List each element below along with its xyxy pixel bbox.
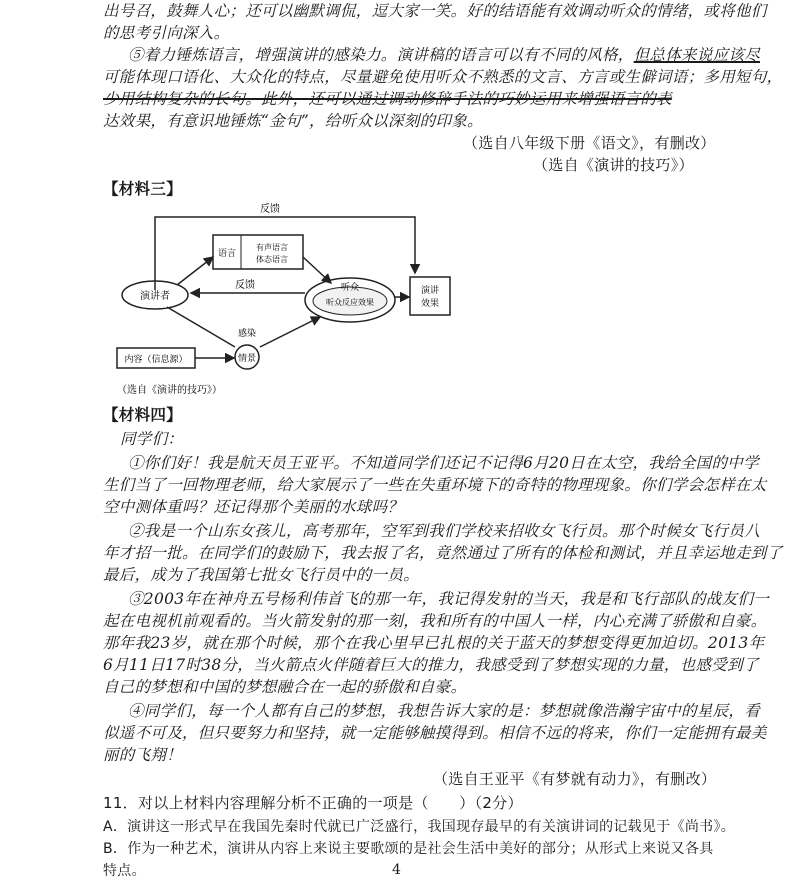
speech-diagram	[95, 195, 465, 400]
question-11-option-b-cont: 特点。	[103, 863, 146, 879]
struck-text: 少用结构复杂的长句。此外，	[103, 90, 309, 108]
text-line: 最后，成为了我国第七批女飞行员中的一员。	[103, 566, 420, 584]
text-line: 6月11日17时38分，当火箭点火伴随着巨大的推力，我感受到了梦想实现的力量，也感受到了	[103, 656, 759, 674]
text-line: 达效果，有意识地锤炼“金句”，给听众以深刻的印象。	[103, 112, 483, 130]
text-line: 自己的梦想和中国的梦想融合在一起的骄傲和自豪。	[103, 678, 467, 696]
top-feedback-label: 反馈	[260, 204, 280, 215]
source-note: （选自《演讲的技巧》）	[533, 156, 694, 174]
effect-label2: 效果	[420, 299, 440, 309]
text-line: 生们当了一回物理老师，给大家展示了一些在失重环境下的奇特的物理现象。你们学会怎样在太	[103, 476, 767, 494]
source-note: （选自八年级下册《语文》，有删改）	[463, 134, 716, 152]
material4-heading: 【材料四】	[103, 405, 183, 424]
text-line: ③2003年在神舟五号杨利伟首飞的那一年，我记得发射的当天，我是和飞行部队的战友们一	[128, 590, 770, 608]
para5-line3	[103, 88, 672, 110]
audience-label: 听众	[340, 283, 360, 293]
text-line: 起在电视机前观看的。当火箭发射的那一刻，我和所有的中国人一样，内心充满了骄傲和自豪。	[103, 612, 767, 630]
source-note: （选自王亚平《有梦就有动力》，有删改）	[433, 770, 717, 788]
para5-text: ⑤着力锤炼语言，增强演讲的感染力。演讲稿的语言可以有不同的风格，	[128, 46, 634, 64]
text-line: 似遥不可及，但只要努力和坚持，就一定能够触摸得到。相信不远的将来，你们一定能拥有最美	[103, 724, 767, 742]
text-line: ④同学们，每一个人都有自己的梦想，我想告诉大家的是：梦想就像浩瀚宇宙中的星辰，看	[128, 702, 761, 720]
struck-text: 还可以通过调动修辞手法的巧妙运用来增强语言的表	[308, 90, 672, 108]
salutation: 同学们：	[120, 430, 184, 448]
para5-underlined: 但总体来说应该尽	[633, 46, 761, 64]
audience-sub: 听众反应效果	[326, 298, 374, 307]
mid-feedback-label: 反馈	[235, 280, 255, 291]
page-number: 4	[392, 862, 401, 878]
language-label: 语言	[217, 249, 237, 259]
speaker-label: 演讲者	[140, 291, 170, 302]
question-11-option-b: B．作为一种艺术，演讲从内容上来说主要歌颂的是社会生活中美好的部分；从形式上来说又各具	[103, 841, 714, 857]
material3-heading: 【材料三】	[103, 179, 183, 198]
language-sub1: 有声语言	[256, 243, 288, 252]
diagram-caption: （选自《演讲的技巧》）	[117, 385, 222, 396]
effect-box	[410, 277, 450, 315]
text-line: ②我是一个山东女孩儿，高考那年，空军到我们学校来招收女飞行员。那个时候女飞行员八	[128, 522, 761, 540]
effect-label1: 演讲	[420, 286, 440, 296]
text-line: 那年我23岁，就在那个时候，那个在我心里早已扎根的关于蓝天的梦想变得更加迫切。2013年	[103, 634, 765, 652]
situation-label: 情景	[237, 354, 257, 364]
text-line: 可能体现口语化、大众化的特点，尽量避免使用听众不熟悉的文言、方言或生僻词语；多用短句，	[103, 68, 783, 86]
text-line: 年才招一批。在同学们的鼓励下，我去报了名，竟然通过了所有的体检和测试，并且幸运地走到了	[103, 544, 783, 562]
language-sub2: 体态语言	[256, 255, 288, 264]
question-11-stem: 11．对以上材料内容理解分析不正确的一项是（ ）（2分）	[103, 794, 523, 812]
content-label: 内容（信息源）	[124, 355, 188, 365]
para5-line1	[128, 44, 760, 66]
text-line: ①你们好！我是航天员王亚平。不知道同学们还记不记得6月20日在太空，我给全国的中学	[128, 454, 759, 472]
top-feedback-arrow	[155, 217, 415, 290]
question-11-option-a: A．演讲这一形式早在我国先秦时代就已广泛盛行，我国现存最早的有关演讲词的记载见于《尚书》。	[103, 819, 736, 835]
text-line: 丽的飞翔！	[103, 746, 183, 764]
text-line: 的思考引向深入。	[103, 24, 230, 42]
infect-label: 感染	[237, 329, 257, 339]
text-line: 出号召，鼓舞人心；还可以幽默调侃，逗大家一笑。好的结语能有效调动听众的情绪，或将他们	[103, 2, 767, 20]
text-line: 空中测体重吗？还记得那个美丽的水球吗？	[103, 498, 404, 516]
